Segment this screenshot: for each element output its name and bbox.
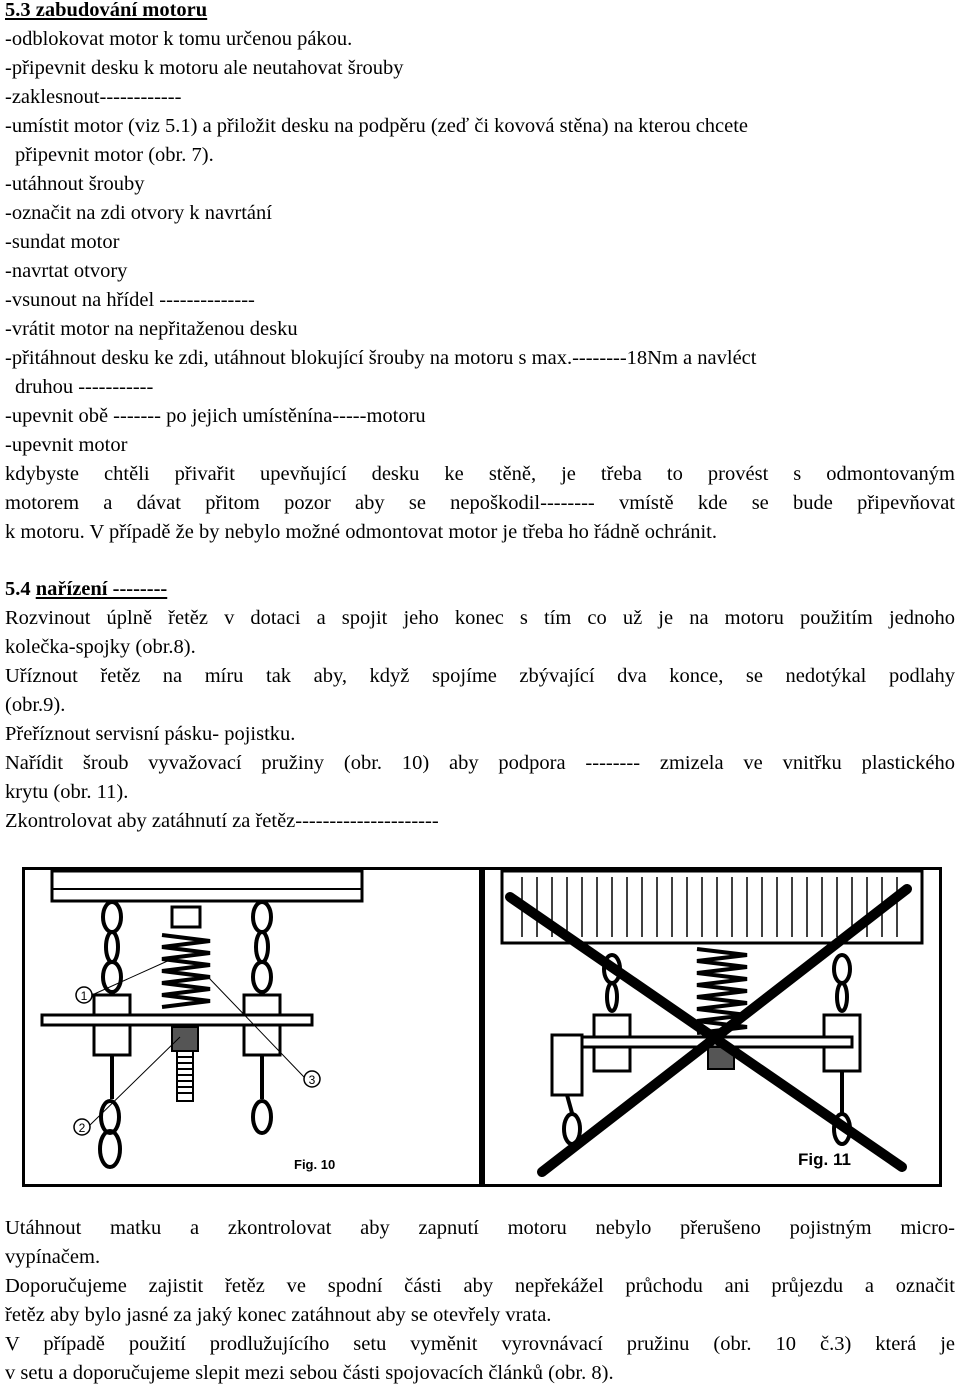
text-line: Utáhnout matku a zkontrolovat aby zapnutí motoru nebylo přerušeno pojistným micro- [5,1217,955,1239]
callout-1: 1 [80,989,88,1003]
text-line: V případě použití prodlužujícího setu vyměnit vyrovnávací pružinu (obr. 10 č.3) která je [5,1333,955,1355]
text-line: -zaklesnout------------ [5,86,182,108]
text-line: -sundat motor [5,231,120,253]
text-line: -připevnit desku k motoru ale neutahovat šrouby [5,57,404,79]
text-line: kolečka-spojky (obr.8). [5,636,196,658]
figure-10-drawing [22,867,482,1187]
text-line: Zkontrolovat aby zatáhnutí za řetěz--------------------- [5,810,439,832]
text-line: -přitáhnout desku ke zdi, utáhnout blokující šrouby na motoru s max.--------18Nm a navléct [5,347,757,369]
figure-11 [482,867,942,1187]
text-line: kdybyste chtěli přivařit upevňující desku ke stěně, je třeba to provést s odmontovaným [5,463,955,485]
text-line: (obr.9). [5,694,66,716]
section-heading-5-3: 5.3 zabudování motoru [5,0,208,21]
text-line: -odblokovat motor k tomu určenou pákou. [5,28,353,50]
text-line: -upevnit motor [5,434,128,456]
text-line: řetěz aby bylo jasné za jaký konec zatáhnout aby se otevřely vrata. [5,1304,552,1326]
figure-10-caption: Fig. 10 [294,1157,336,1172]
callout-3: 3 [308,1073,316,1087]
section-title: nařízení -------- [35,578,168,600]
text-line: -umístit motor (viz 5.1) a přiložit desku na podpěru (zeď či kovová stěna) na kterou chcete [5,115,749,137]
text-line: krytu (obr. 11). [5,781,129,803]
figure-11-drawing [482,867,942,1187]
text-line: -označit na zdi otvory k navrtání [5,202,272,224]
text-line: Přeříznout servisní pásku- pojistku. [5,723,296,745]
text-line: Nařídit šroub vyvažovací pružiny (obr. 10) aby podpora -------- zmizela ve vnitřku plastického [5,752,955,774]
text-line: Uříznout řetěz na míru tak aby, když spojíme zbývající dva konce, se nedotýkal podlahy [5,665,955,687]
text-line: -utáhnout šrouby [5,173,145,195]
section-heading-5-4 [5,575,167,604]
figure-11-caption: Fig. 11 [798,1150,851,1169]
text-line: k motoru. V případě že by nebylo možné odmontovat motor je třeba ho řádně ochránit. [5,521,717,543]
text-line: -vrátit motor na nepřitaženou desku [5,318,298,340]
text-line: Doporučujeme zajistit řetěz ve spodní části aby nepřekážel průchodu ani průjezdu a označit [5,1275,955,1297]
text-line: Rozvinout úplně řetěz v dotaci a spojit jeho konec s tím co už je na motoru použitím jednoho [5,607,955,629]
text-line: motorem a dávat přitom pozor aby se nepoškodil-------- vmístě kde se bude připevňovat [5,492,955,514]
section-number: 5.4 [5,578,36,600]
text-line: vypínačem. [5,1246,101,1268]
text-line: -navrtat otvory [5,260,128,282]
text-line: druhou ----------- [15,376,154,398]
text-line: připevnit motor (obr. 7). [15,144,214,166]
text-line: -vsunout na hřídel -------------- [5,289,255,311]
callout-2: 2 [78,1121,86,1135]
text-line: v setu a doporučujeme slepit mezi sebou části spojovacích článků (obr. 8). [5,1362,614,1384]
text-line: -upevnit obě ------- po jejich umístěnína-----motoru [5,405,426,427]
figure-10 [22,867,482,1187]
